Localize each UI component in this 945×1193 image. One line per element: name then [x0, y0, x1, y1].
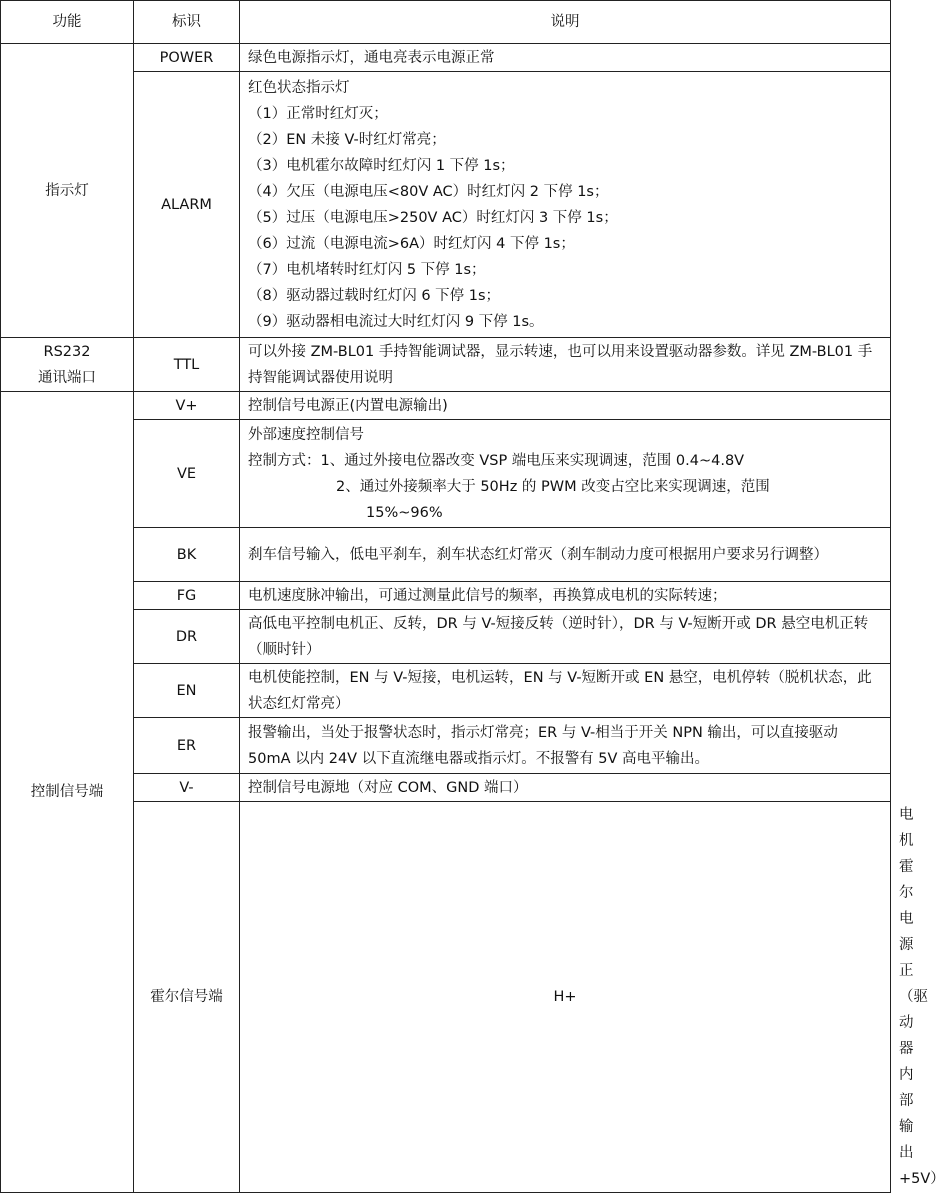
table-row: 霍尔信号端 H+ 电机霍尔电源正（驱动器内部输出+5V） — [1, 802, 891, 1193]
group-rs232 — [1, 338, 134, 392]
table-row — [1, 774, 891, 802]
tag-vplus: V+ — [134, 392, 240, 420]
group-control: 控制信号端 — [1, 392, 134, 1193]
table-row — [1, 528, 891, 582]
tag-hplus: H+ — [240, 802, 891, 1193]
ve-line: 15%~96% — [366, 504, 443, 521]
header-func: 功能 — [1, 1, 134, 44]
desc-vplus: 控制信号电源正(内置电源输出) — [240, 392, 891, 420]
tag-vminus: V- — [134, 774, 240, 802]
table-row — [1, 72, 891, 338]
desc-vminus: 控制信号电源地（对应 COM、GND 端口） — [240, 774, 891, 802]
desc-ve — [240, 420, 891, 528]
group-rs232-line2: 通讯端口 — [38, 369, 96, 386]
table-row — [1, 664, 891, 718]
table-row — [1, 338, 891, 392]
ve-line: 外部速度控制信号 — [248, 426, 364, 443]
desc-er: 报警输出，当处于报警状态时，指示灯常亮；ER 与 V-相当于开关 NPN 输出，可以直接驱动 50mA 以内 24V 以下直流继电器或指示灯。不报警有 5V 高电平输出。 — [240, 718, 891, 774]
desc-en: 电机使能控制，EN 与 V-短接，电机运转，EN 与 V-短断开或 EN 悬空，电机停转（脱机状态，此状态红灯常亮） — [240, 664, 891, 718]
header-tag: 标识 — [134, 1, 240, 44]
alarm-line: 红色状态指示灯 — [248, 79, 350, 96]
group-hall: 霍尔信号端 — [134, 802, 240, 1193]
desc-alarm — [240, 72, 891, 338]
table-row — [1, 610, 891, 664]
tag-ttl: TTL — [134, 338, 240, 392]
alarm-line: （1）正常时红灯灭； — [248, 105, 388, 122]
table-row — [1, 44, 891, 72]
alarm-line: （6）过流（电源电流>6A）时红灯闪 4 下停 1s； — [248, 235, 575, 252]
alarm-line: （2）EN 未接 V-时红灯常亮； — [248, 131, 446, 148]
group-rs232-line1: RS232 — [43, 343, 91, 360]
tag-ve: VE — [134, 420, 240, 528]
table-row — [1, 718, 891, 774]
desc-dr: 高低电平控制电机正、反转，DR 与 V-短接反转（逆时针），DR 与 V-短断开或 DR 悬空电机正转（顺时针） — [240, 610, 891, 664]
header-row — [1, 1, 891, 44]
desc-bk: 刹车信号输入，低电平刹车，刹车状态红灯常灭（刹车制动力度可根据用户要求另行调整） — [240, 528, 891, 582]
alarm-line: （9）驱动器相电流过大时红灯闪 9 下停 1s。 — [248, 313, 544, 330]
tag-bk: BK — [134, 528, 240, 582]
table-row — [1, 420, 891, 528]
alarm-line: （5）过压（电源电压>250V AC）时红灯闪 3 下停 1s； — [248, 209, 618, 226]
alarm-line: （3）电机霍尔故障时红灯闪 1 下停 1s； — [248, 157, 515, 174]
tag-er: ER — [134, 718, 240, 774]
header-desc: 说明 — [240, 1, 891, 44]
alarm-line: （8）驱动器过载时红灯闪 6 下停 1s； — [248, 287, 501, 304]
tag-power: POWER — [134, 44, 240, 72]
table-row — [1, 392, 891, 420]
desc-power: 绿色电源指示灯，通电亮表示电源正常 — [240, 44, 891, 72]
alarm-line: （7）电机堵转时红灯闪 5 下停 1s； — [248, 261, 486, 278]
tag-alarm: ALARM — [134, 72, 240, 338]
desc-ttl: 可以外接 ZM-BL01 手持智能调试器，显示转速，也可以用来设置驱动器参数。详见 ZM-BL01 手持智能调试器使用说明 — [240, 338, 891, 392]
table-row — [1, 582, 891, 610]
tag-fg: FG — [134, 582, 240, 610]
ve-line: 控制方式：1、通过外接电位器改变 VSP 端电压来实现调速，范围 0.4~4.8V — [248, 452, 745, 469]
alarm-line: （4）欠压（电源电压<80V AC）时红灯闪 2 下停 1s； — [248, 183, 609, 200]
desc-fg: 电机速度脉冲输出，可通过测量此信号的频率，再换算成电机的实际转速； — [240, 582, 891, 610]
tag-en: EN — [134, 664, 240, 718]
group-indicator: 指示灯 — [1, 44, 134, 338]
ve-line: 2、通过外接频率大于 50Hz 的 PWM 改变占空比来实现调速，范围 — [336, 478, 770, 495]
tag-dr: DR — [134, 610, 240, 664]
